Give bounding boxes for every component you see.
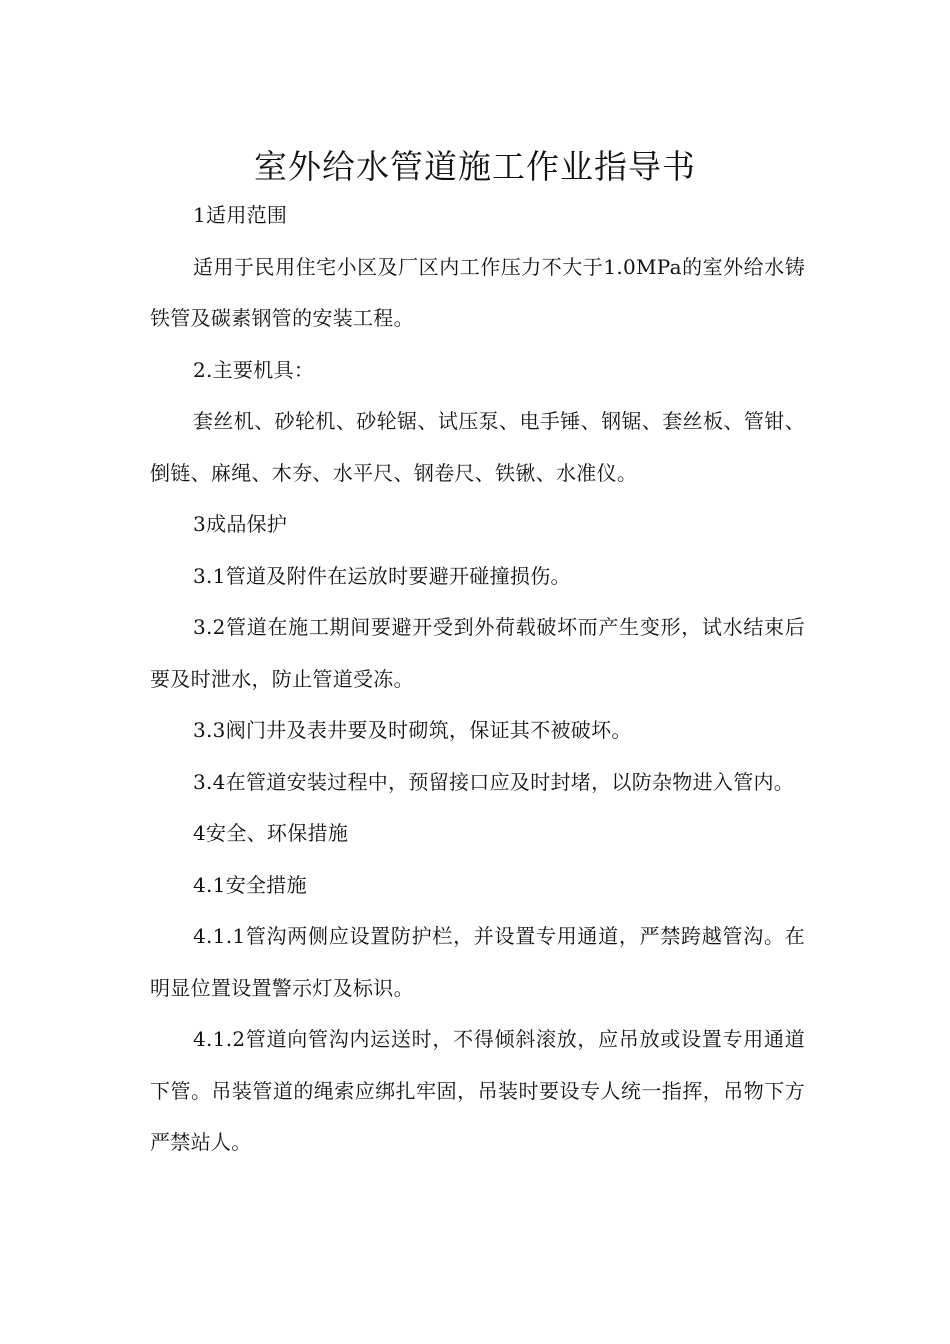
- paragraph-tools-list: 套丝机、砂轮机、砂轮锯、试压泵、电手锤、钢锯、套丝板、管钳、倒链、麻绳、木夯、水平尺、钢卷尺、铁锹、水准仪。: [150, 409, 805, 485]
- document-body: [150, 190, 805, 1169]
- paragraph-4-1-2: 4.1.2管道向管沟内运送时，不得倾斜滚放，应吊放或设置专用通道下管。吊装管道的绳索应绑扎牢固，吊装时要设专人统一指挥，吊物下方严禁站人。: [150, 1027, 805, 1154]
- section-heading-safety: 4安全、环保措施: [193, 821, 349, 845]
- paragraph-3-4: 3.4在管道安装过程中，预留接口应及时封堵，以防杂物进入管内。: [193, 769, 795, 794]
- section-heading-tools: 2.主要机具：: [193, 357, 315, 382]
- paragraph-3-1: 3.1管道及附件在运放时要避开碰撞损伤。: [193, 563, 571, 588]
- subsection-heading-4-1: 4.1安全措施: [193, 872, 307, 897]
- section-heading-scope: 1适用范围: [193, 203, 288, 227]
- paragraph-scope-text: 适用于民用住宅小区及厂区内工作压力不大于1.0MPa的室外给水铸铁管及碳素钢管的安装工程。: [150, 254, 805, 330]
- paragraph-3-2: 3.2管道在施工期间要避开受到外荷载破坏而产生变形，试水结束后要及时泄水，防止管道受冻。: [150, 615, 805, 691]
- paragraph-3-3: 3.3阀门井及表井要及时砌筑，保证其不被破坏。: [193, 718, 632, 742]
- document-title: 室外给水管道施工作业指导书: [254, 147, 696, 187]
- paragraph-4-1-1: 4.1.1管沟两侧应设置防护栏，并设置专用通道，严禁跨越管沟。在明显位置设置警示灯及标识。: [150, 924, 805, 1000]
- section-heading-protection: 3成品保护: [193, 512, 288, 536]
